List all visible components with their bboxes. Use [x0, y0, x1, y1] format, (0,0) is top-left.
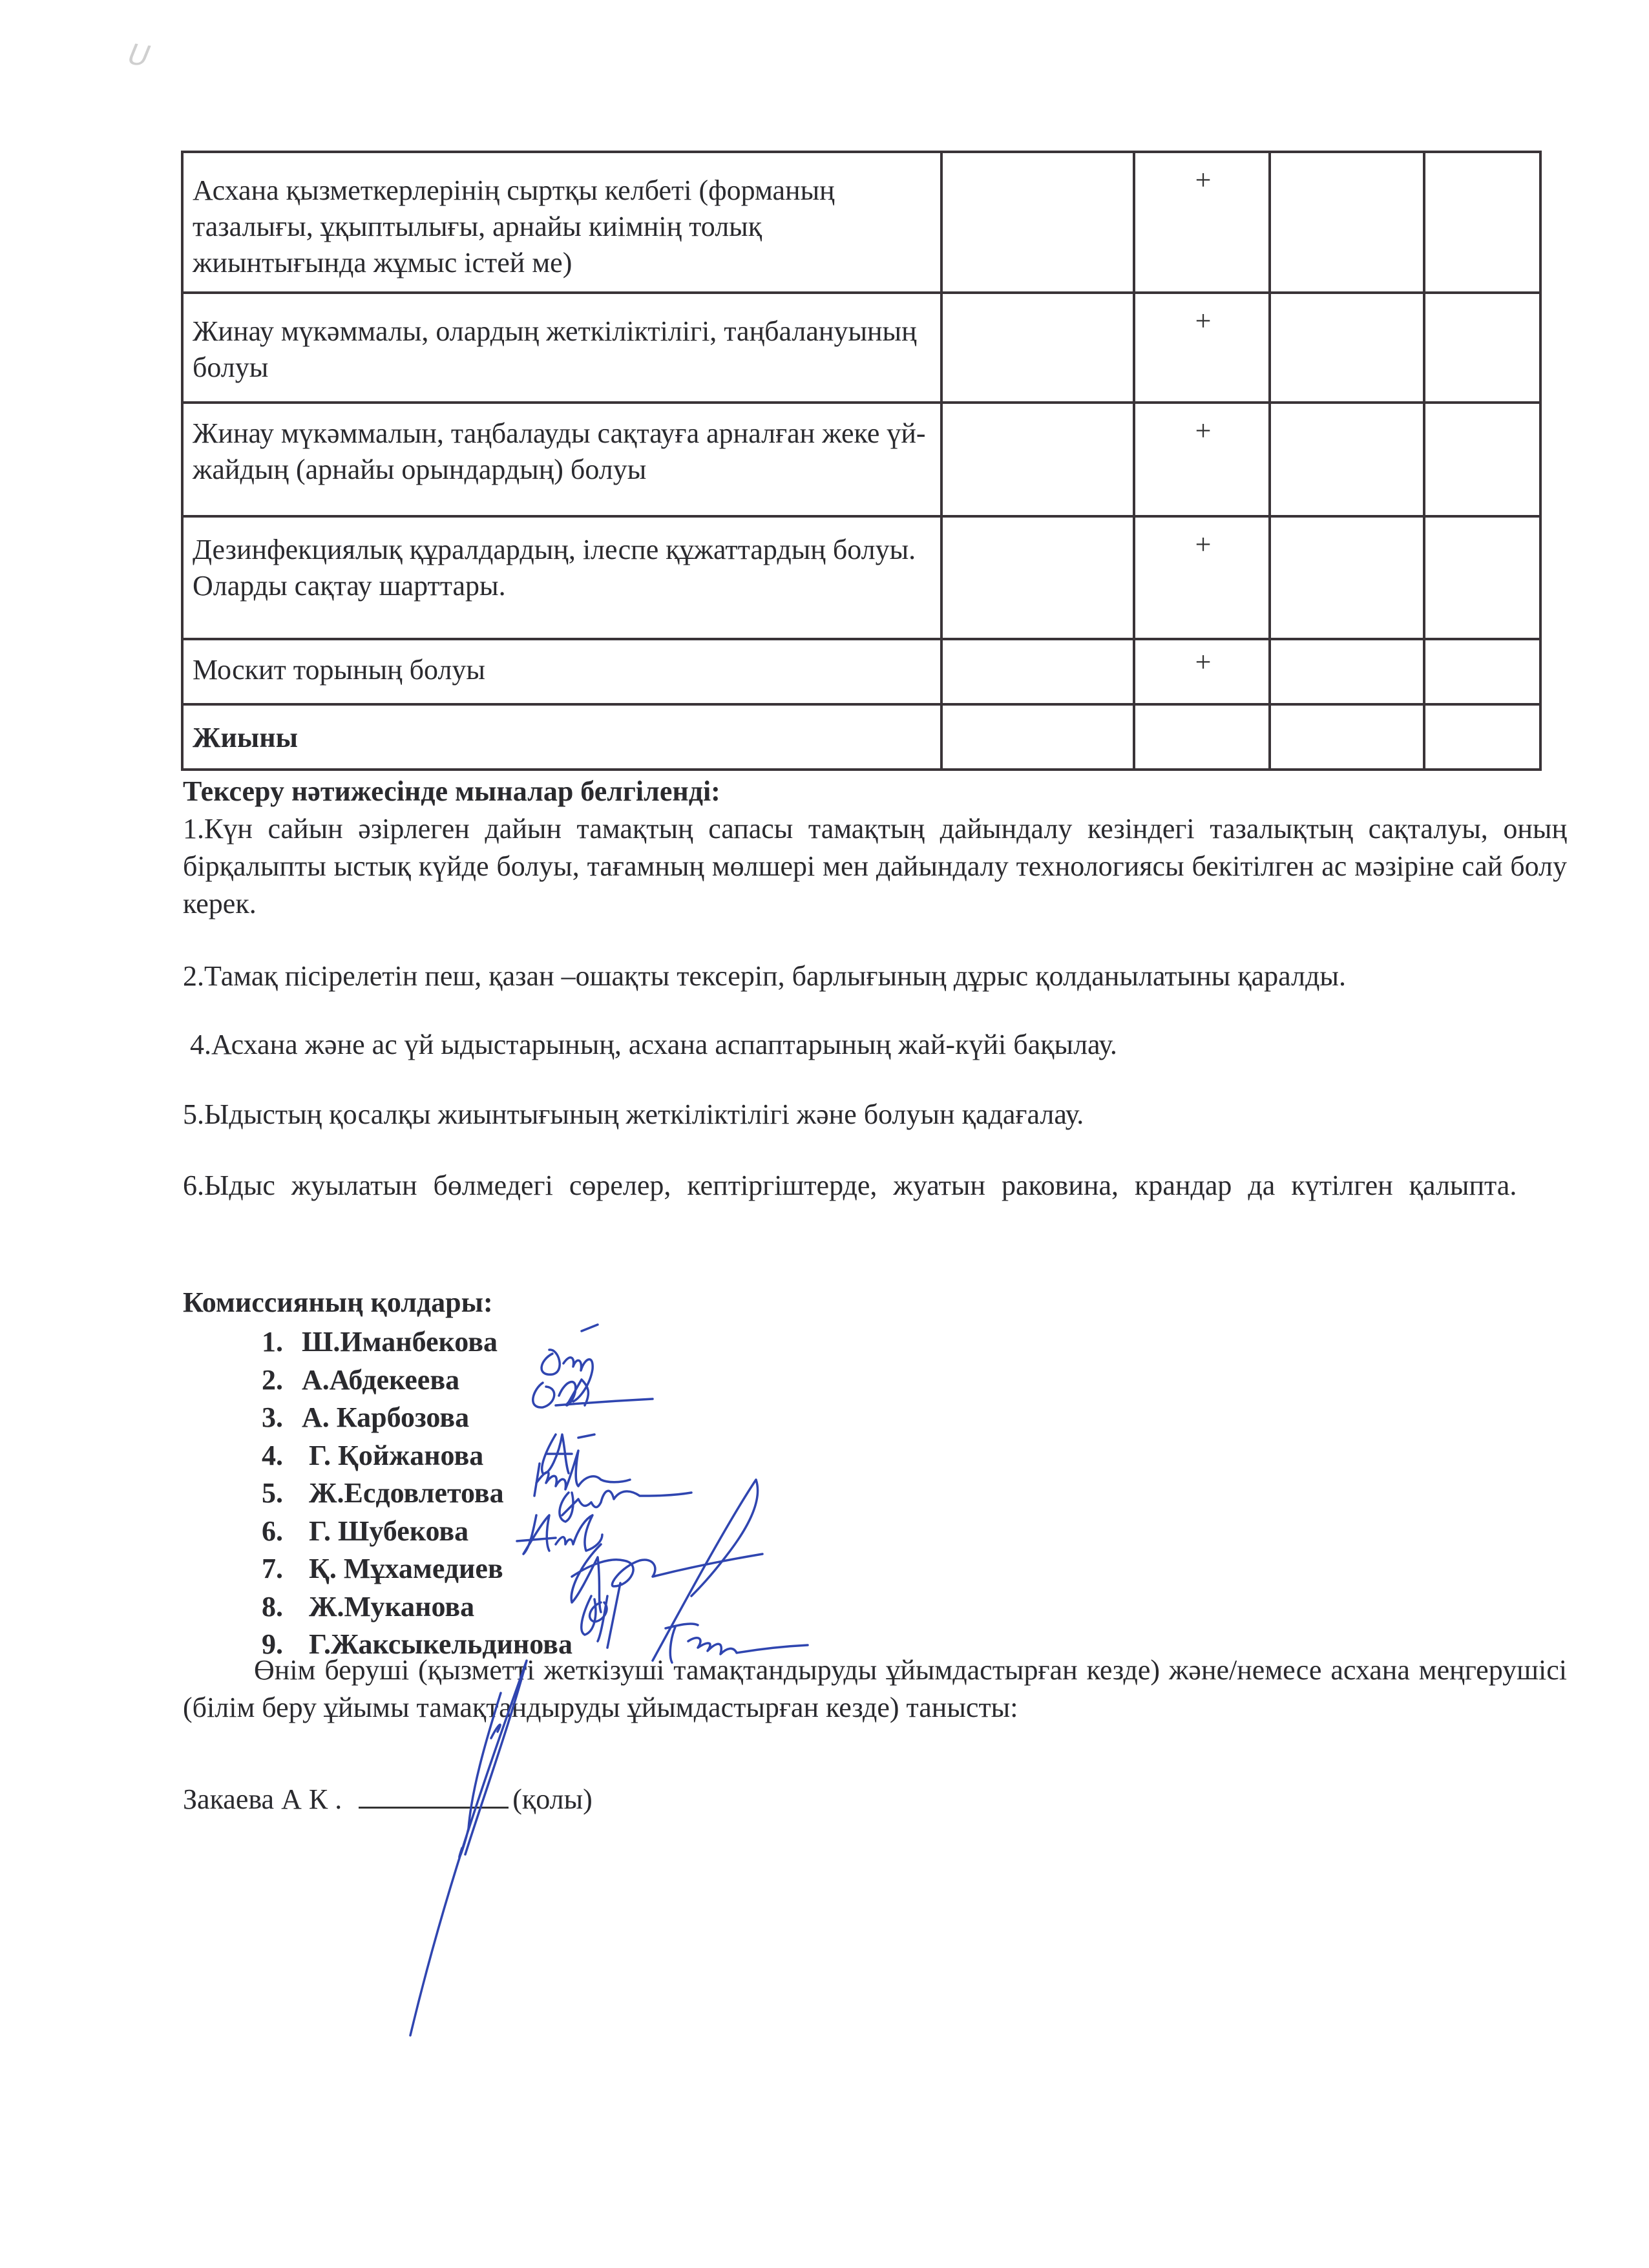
- finding-item-2: 2.Тамақ пісірелетін пеш, қазан –ошақты тексеріп, барлығының дұрыс қолданылатыны қаралды.: [183, 960, 1346, 992]
- criterion-cell: Асхана қызметкерлерінің сыртқы келбеті (форманың тазалығы, ұқыптылығы, арнайы киімнің толық жиынтығында жұмыс істей ме): [182, 152, 941, 293]
- table-row: [182, 516, 1540, 639]
- value-cell: [1270, 293, 1424, 403]
- commission-member: 8. Ж.Муканова: [262, 1590, 475, 1622]
- value-cell: [941, 704, 1134, 770]
- scan-artifact-mark: ᑌ: [123, 37, 149, 73]
- value-cell: [1270, 516, 1424, 639]
- commission-member: 7. Қ. Мұхамедиев: [262, 1553, 503, 1584]
- value-cell: [1424, 293, 1540, 403]
- value-cell: [1424, 403, 1540, 516]
- value-cell: [1270, 704, 1424, 770]
- value-cell: [1134, 704, 1270, 770]
- commission-member: 9. Г.Жаксыкельдинова: [262, 1628, 572, 1660]
- commission-member: 3. А. Карбозова: [262, 1402, 470, 1433]
- value-cell: [1270, 403, 1424, 516]
- findings-heading: Тексеру нәтижесінде мыналар белгіленді:: [183, 775, 720, 807]
- plus-mark-cell: +: [1134, 639, 1270, 704]
- table-row: [182, 403, 1540, 516]
- value-cell: [1424, 152, 1540, 293]
- value-cell: [941, 516, 1134, 639]
- finding-item-6: 6.Ыдыс жуылатын бөлмедегі сөрелер, кептіргіштерде, жуатын раковина, крандар да күтілген қалыпта.: [183, 1170, 1517, 1201]
- criterion-cell: Москит торының болуы: [182, 639, 941, 704]
- commission-signatures-title: Комиссияның қолдары:: [183, 1286, 493, 1318]
- plus-mark-cell: +: [1134, 293, 1270, 403]
- criterion-cell: Дезинфекциялық құралдардың, ілеспе құжаттардың болуы. Оларды сақтау шарттары.: [182, 516, 941, 639]
- commission-member-list: [262, 1323, 572, 1664]
- table-row: [182, 152, 1540, 293]
- commission-member: 5. Ж.Есдовлетова: [262, 1477, 504, 1509]
- value-cell: [941, 403, 1134, 516]
- total-label-cell: Жиыны: [182, 704, 941, 770]
- acknowledgement-paragraph: Өнім беруші (қызметті жеткізуші тамақтандыруды ұйымдастырған кезде) және/немесе асхана меңгерушісі (білім беру ұйымы тамақтандыруды ұйымдастырған кезде) танысты:: [183, 1654, 1567, 1723]
- table-row: [182, 293, 1540, 403]
- value-cell: [941, 639, 1134, 704]
- signer-name: Закаева А К .: [183, 1783, 342, 1815]
- commission-member: 2. А.Абдекеева: [262, 1363, 460, 1396]
- value-cell: [941, 293, 1134, 403]
- plus-mark-cell: +: [1134, 152, 1270, 293]
- value-cell: [941, 152, 1134, 293]
- finding-item-5: 5.Ыдыстың қосалқы жиынтығының жеткіліктілігі және болуын қадағалау.: [183, 1098, 1084, 1130]
- commission-member: 1. Ш.Иманбекова: [262, 1326, 498, 1358]
- table-row-total: [182, 704, 1540, 770]
- value-cell: [1270, 639, 1424, 704]
- value-cell: [1424, 516, 1540, 639]
- signature-label: (қолы): [512, 1783, 593, 1815]
- inspection-checklist-table: [181, 151, 1542, 771]
- finding-item-1: 1.Күн сайын әзірлеген дайын тамақтың сапасы тамақтың дайындалу кезіндегі тазалықтың сақталуы, оның бірқалыпты ыстық күйде болуы, тағамның мөлшері мен дайындалу технологиясы бекітілген ас мәзіріне сай болу керек.: [183, 813, 1567, 919]
- criterion-cell: Жинау мүкәммалын, таңбалауды сақтауға арналған жеке үй-жайдың (арнайы орындардың) болуы: [182, 403, 941, 516]
- criterion-cell: Жинау мүкәммалы, олардың жеткіліктілігі, таңбалануының болуы: [182, 293, 941, 403]
- commission-member: 4. Г. Қойжанова: [262, 1439, 484, 1471]
- signature-blank: [359, 1778, 509, 1809]
- plus-mark-cell: +: [1134, 516, 1270, 639]
- commission-member: 6. Г. Шубекова: [262, 1515, 469, 1547]
- value-cell: [1424, 639, 1540, 704]
- value-cell: [1270, 152, 1424, 293]
- table-row: [182, 639, 1540, 704]
- plus-mark-cell: +: [1134, 403, 1270, 516]
- value-cell: [1424, 704, 1540, 770]
- finding-item-4: 4.Асхана және ас үй ыдыстарының, асхана аспаптарының жай-күйі бақылау.: [183, 1029, 1117, 1060]
- signer-line: [183, 1778, 593, 1818]
